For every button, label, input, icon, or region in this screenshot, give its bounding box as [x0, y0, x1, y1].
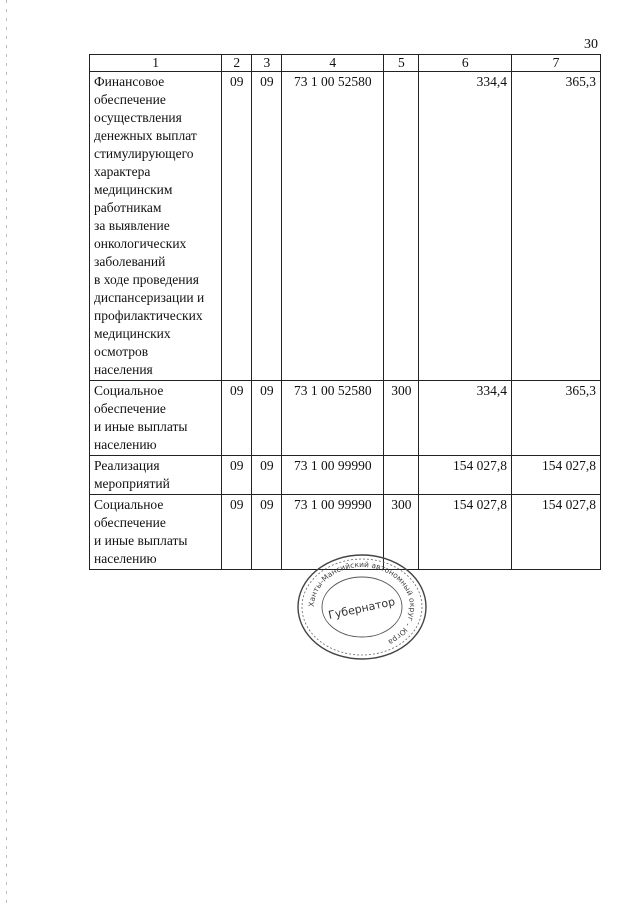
row-name-cell: Финансовое обеспечение осуществления денежных выплат стимулирующего характера медицинским работникам за выявление онкологических заболеваний в ходе проведения диспансеризации и профилактических медицинских осмотров населения [90, 72, 222, 381]
section-cell: 09 [222, 456, 252, 495]
section-cell: 09 [222, 72, 252, 381]
expense-type-cell [384, 456, 419, 495]
amount-col6-cell: 154 027,8 [419, 495, 512, 570]
amount-col7-cell: 365,3 [511, 381, 600, 456]
row-name-cell: Реализация мероприятий [90, 456, 222, 495]
table-row [90, 381, 601, 456]
table-header-row [90, 55, 601, 72]
expense-type-cell: 300 [384, 381, 419, 456]
amount-col6-cell: 334,4 [419, 72, 512, 381]
governor-seal-stamp [292, 552, 432, 662]
table-row [90, 72, 601, 381]
target-article-cell: 73 1 00 52580 [282, 381, 384, 456]
amount-col7-cell: 365,3 [511, 72, 600, 381]
row-name-cell: Социальное обеспечение и иные выплаты населению [90, 381, 222, 456]
subsection-cell: 09 [252, 495, 282, 570]
row-name-cell: Социальное обеспечение и иные выплаты населению [90, 495, 222, 570]
column-header-7: 7 [511, 55, 600, 72]
subsection-cell: 09 [252, 381, 282, 456]
column-header-6: 6 [419, 55, 512, 72]
budget-table [89, 54, 601, 570]
section-cell: 09 [222, 495, 252, 570]
column-header-1: 1 [90, 55, 222, 72]
section-cell: 09 [222, 381, 252, 456]
seal-ring-text: Ханты-Мансийский автономный округ - Югра [306, 559, 418, 647]
target-article-cell: 73 1 00 52580 [282, 72, 384, 381]
subsection-cell: 09 [252, 72, 282, 381]
scan-edge-artifact [6, 0, 7, 905]
amount-col6-cell: 334,4 [419, 381, 512, 456]
expense-type-cell: 300 [384, 495, 419, 570]
subsection-cell: 09 [252, 456, 282, 495]
seal-center-text: Губернатор [327, 595, 397, 622]
amount-col7-cell: 154 027,8 [511, 495, 600, 570]
amount-col7-cell: 154 027,8 [511, 456, 600, 495]
target-article-cell: 73 1 00 99990 [282, 495, 384, 570]
page-number: 30 [584, 37, 598, 52]
column-header-2: 2 [222, 55, 252, 72]
target-article-cell: 73 1 00 99990 [282, 456, 384, 495]
column-header-3: 3 [252, 55, 282, 72]
column-header-5: 5 [384, 55, 419, 72]
expense-type-cell [384, 72, 419, 381]
column-header-4: 4 [282, 55, 384, 72]
table-row [90, 456, 601, 495]
amount-col6-cell: 154 027,8 [419, 456, 512, 495]
